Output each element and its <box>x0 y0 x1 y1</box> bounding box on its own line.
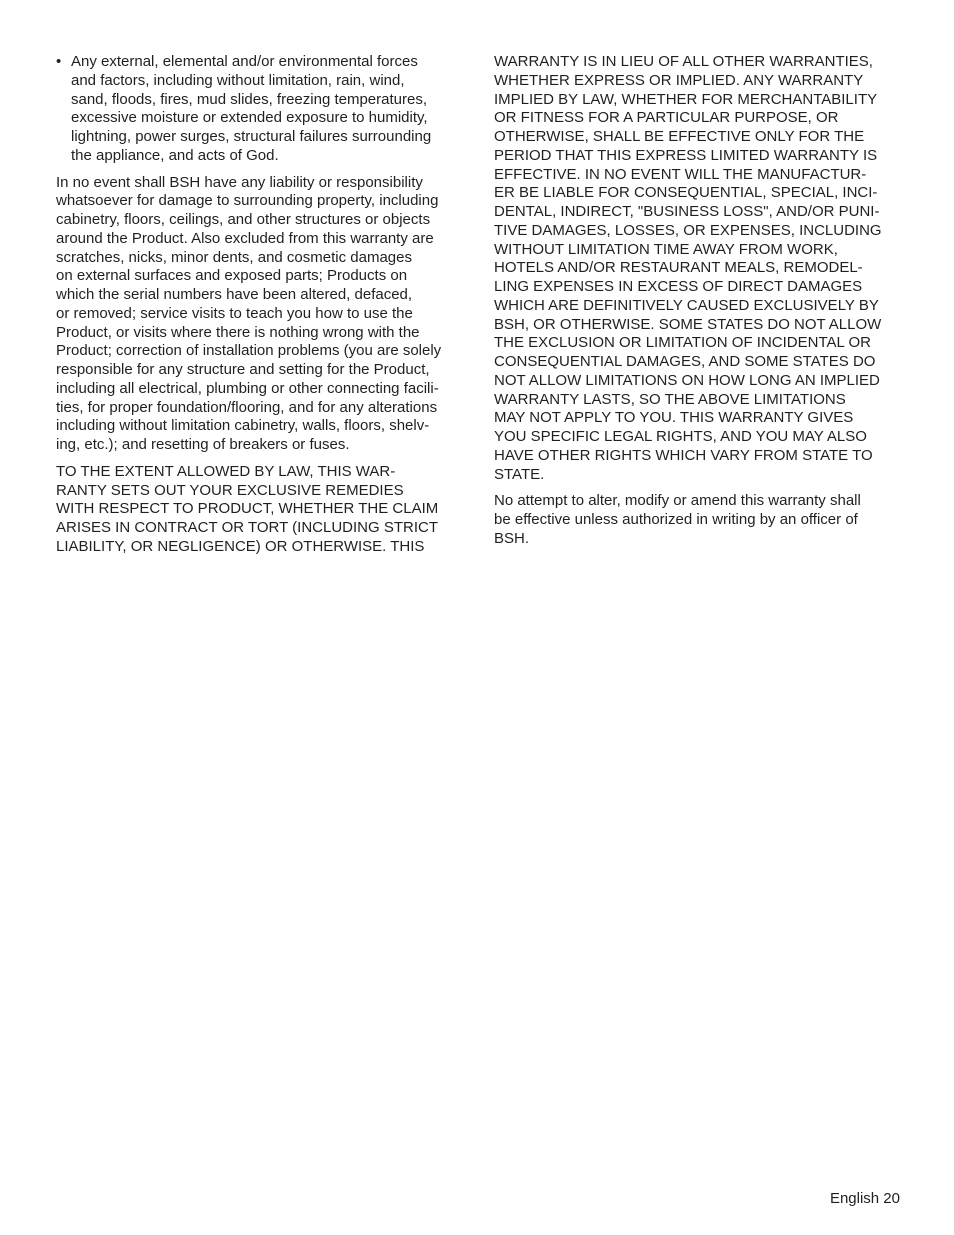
text-line: or removed; service visits to teach you how to use the <box>56 304 413 322</box>
text-line: TIVE DAMAGES, LOSSES, OR EXPENSES, INCLUDING <box>494 221 882 239</box>
text-line: lightning, power surges, structural failures surrounding <box>71 128 432 145</box>
text-line: BSH. <box>494 529 530 547</box>
text-line: be effective unless authorized in writing by an officer of <box>494 511 858 528</box>
text-line: including without limitation cabinetry, walls, floors, shelv- <box>56 417 430 435</box>
text-line: TO THE EXTENT ALLOWED BY LAW, THIS WAR- <box>56 462 396 480</box>
text-line: HAVE OTHER RIGHTS WHICH VARY FROM STATE TO <box>494 446 873 464</box>
bullet-text <box>71 53 462 166</box>
left-column <box>56 53 462 565</box>
text-line: Product, or visits where there is nothing wrong with the <box>56 323 420 341</box>
text-line: WARRANTY IS IN LIEU OF ALL OTHER WARRANTIES, <box>494 53 873 70</box>
text-line: which the serial numbers have been altered, defaced, <box>56 286 413 303</box>
text-line: THE EXCLUSION OR LIMITATION OF INCIDENTAL OR <box>494 334 871 352</box>
text-line: RANTY SETS OUT YOUR EXCLUSIVE REMEDIES <box>56 481 404 499</box>
text-line: YOU SPECIFIC LEGAL RIGHTS, AND YOU MAY ALSO <box>494 428 867 445</box>
text-line: on external surfaces and exposed parts; Products on <box>56 267 408 285</box>
page-number: English 20 <box>829 1190 900 1207</box>
text-line: WHICH ARE DEFINITIVELY CAUSED EXCLUSIVELY BY <box>494 296 879 314</box>
text-line: ing, etc.); and resetting of breakers or fuses. <box>56 436 350 453</box>
bullet-list-item <box>56 53 462 166</box>
text-line: DENTAL, INDIRECT, "BUSINESS LOSS", AND/OR PUNI- <box>494 203 880 220</box>
text-line: sand, floods, fires, mud slides, freezing temperatures, <box>71 90 428 108</box>
text-line: around the Product. Also excluded from this warranty are <box>56 229 434 247</box>
text-line: WITHOUT LIMITATION TIME AWAY FROM WORK, <box>494 240 838 258</box>
text-line: the appliance, and acts of God. <box>71 146 279 164</box>
text-line: LING EXPENSES IN EXCESS OF DIRECT DAMAGES <box>494 278 863 295</box>
text-line: No attempt to alter, modify or amend this warranty shall <box>494 492 861 510</box>
text-line: WITH RESPECT TO PRODUCT, WHETHER THE CLAIM <box>56 500 439 518</box>
text-line: CONSEQUENTIAL DAMAGES, AND SOME STATES DO <box>494 353 876 370</box>
text-line: cabinetry, floors, ceilings, and other structures or objects <box>56 211 431 228</box>
text-line: scratches, nicks, minor dents, and cosmetic damages <box>56 248 412 266</box>
text-line: Product; correction of installation problems (you are solely <box>56 342 442 360</box>
text-line: Any external, elemental and/or environmental forces <box>71 53 418 70</box>
exclusive-remedies-paragraph <box>56 463 462 557</box>
text-line: responsible for any structure and setting for the Product, <box>56 361 430 378</box>
text-line: EFFECTIVE. IN NO EVENT WILL THE MANUFACTUR- <box>494 165 867 183</box>
text-line: OTHERWISE, SHALL BE EFFECTIVE ONLY FOR THE <box>494 128 865 145</box>
text-line: HOTELS AND/OR RESTAURANT MEALS, REMODEL- <box>494 259 863 277</box>
text-line: WHETHER EXPRESS OR IMPLIED. ANY WARRANTY <box>494 71 864 89</box>
bullet-marker: • <box>56 53 62 70</box>
text-line: PERIOD THAT THIS EXPRESS LIMITED WARRANTY IS <box>494 146 878 164</box>
text-line: OR FITNESS FOR A PARTICULAR PURPOSE, OR <box>494 109 839 127</box>
text-line: NOT ALLOW LIMITATIONS ON HOW LONG AN IMPLIED <box>494 371 880 389</box>
text-line: excessive moisture or extended exposure to humidity, <box>71 109 428 127</box>
amendment-paragraph <box>494 492 902 548</box>
text-line: WARRANTY LASTS, SO THE ABOVE LIMITATIONS <box>494 390 846 408</box>
text-line: including all electrical, plumbing or other connecting facili- <box>56 379 439 397</box>
text-line: In no event shall BSH have any liability or responsibility <box>56 173 423 191</box>
damage-exclusion-paragraph <box>56 174 462 455</box>
warranty-disclaimer-paragraph <box>494 53 902 484</box>
text-line: ER BE LIABLE FOR CONSEQUENTIAL, SPECIAL, INCI- <box>494 184 878 202</box>
text-line: IMPLIED BY LAW, WHETHER FOR MERCHANTABILITY <box>494 90 878 108</box>
text-line: STATE. <box>494 465 545 483</box>
right-column <box>494 53 902 557</box>
text-line: MAY NOT APPLY TO YOU. THIS WARRANTY GIVES <box>494 409 854 427</box>
text-line: LIABILITY, OR NEGLIGENCE) OR OTHERWISE. THIS <box>56 537 425 555</box>
text-line: and factors, including without limitation, rain, wind, <box>71 71 405 89</box>
text-line: ARISES IN CONTRACT OR TORT (INCLUDING STRICT <box>56 519 438 536</box>
text-line: BSH, OR OTHERWISE. SOME STATES DO NOT ALLOW <box>494 315 882 333</box>
text-line: ties, for proper foundation/flooring, and for any alterations <box>56 398 438 416</box>
text-line: whatsoever for damage to surrounding property, including <box>56 192 439 210</box>
